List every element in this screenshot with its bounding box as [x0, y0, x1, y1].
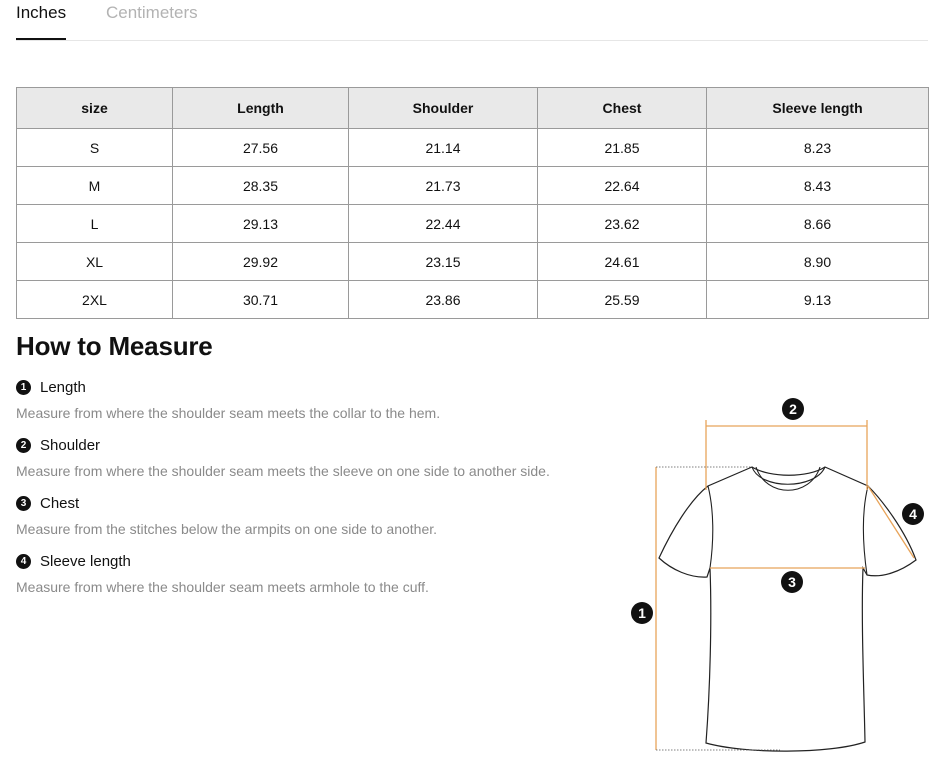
table-cell: 29.13: [173, 205, 349, 243]
tshirt-outline: [659, 467, 916, 751]
number-badge: 2: [16, 438, 31, 453]
table-cell: 21.85: [538, 129, 707, 167]
header-shoulder: Shoulder: [349, 88, 538, 129]
marker-1: [631, 602, 653, 624]
tab-centimeters[interactable]: Centimeters: [106, 3, 198, 22]
section-title: How to Measure: [16, 331, 213, 361]
measure-description: Measure from where the shoulder seam meets the sleeve on one side to another side.: [16, 463, 550, 479]
measure-item-length: [16, 377, 440, 421]
header-length: Length: [173, 88, 349, 129]
measure-item-shoulder: [16, 435, 550, 479]
header-size: size: [17, 88, 173, 129]
table-cell: 23.15: [349, 243, 538, 281]
measure-description: Measure from where the shoulder seam meets armhole to the cuff.: [16, 579, 429, 595]
table-cell: 23.86: [349, 281, 538, 319]
marker-3: [781, 571, 803, 593]
svg-text:2: 2: [789, 401, 797, 417]
table-cell: 25.59: [538, 281, 707, 319]
table-cell: 8.43: [707, 167, 929, 205]
table-row: [17, 129, 929, 167]
marker-4: [902, 503, 924, 525]
table-cell: 21.73: [349, 167, 538, 205]
table-cell: 22.44: [349, 205, 538, 243]
svg-text:4: 4: [909, 506, 917, 522]
table-cell: 21.14: [349, 129, 538, 167]
table-cell: 8.90: [707, 243, 929, 281]
header-chest: Chest: [538, 88, 707, 129]
number-badge: 4: [16, 554, 31, 569]
table-cell: 27.56: [173, 129, 349, 167]
measure-label: Shoulder: [40, 436, 101, 454]
table-cell: 8.66: [707, 205, 929, 243]
measure-label: Sleeve length: [40, 552, 131, 570]
measure-item-chest: [16, 493, 437, 537]
size-table: [16, 87, 929, 319]
svg-text:1: 1: [638, 605, 646, 621]
table-cell: 23.62: [538, 205, 707, 243]
table-cell: 30.71: [173, 281, 349, 319]
marker-2: [782, 398, 804, 420]
table-cell: S: [17, 129, 173, 167]
table-cell: 29.92: [173, 243, 349, 281]
table-cell: 24.61: [538, 243, 707, 281]
table-cell: L: [17, 205, 173, 243]
header-sleeve-length: Sleeve length: [707, 88, 929, 129]
measure-item-sleeve-length: [16, 551, 429, 595]
tshirt-measurement-diagram-icon: [620, 390, 930, 770]
table-cell: M: [17, 167, 173, 205]
measure-label: Chest: [40, 494, 80, 512]
tab-inches[interactable]: Inches: [16, 4, 66, 40]
table-cell: 9.13: [707, 281, 929, 319]
table-cell: 8.23: [707, 129, 929, 167]
table-cell: XL: [17, 243, 173, 281]
unit-tabs: [16, 0, 928, 41]
measure-description: Measure from where the shoulder seam meets the collar to the hem.: [16, 405, 441, 421]
table-cell: 22.64: [538, 167, 707, 205]
table-row: [17, 167, 929, 205]
table-row: [17, 243, 929, 281]
table-cell: 28.35: [173, 167, 349, 205]
table-header-row: [17, 88, 929, 129]
table-row: [17, 281, 929, 319]
table-row: [17, 205, 929, 243]
svg-text:3: 3: [788, 574, 796, 590]
number-badge: 1: [16, 380, 31, 395]
table-cell: 2XL: [17, 281, 173, 319]
number-badge: 3: [16, 496, 31, 511]
measure-label: Length: [40, 378, 86, 396]
measure-description: Measure from the stitches below the armpits on one side to another.: [16, 521, 438, 537]
